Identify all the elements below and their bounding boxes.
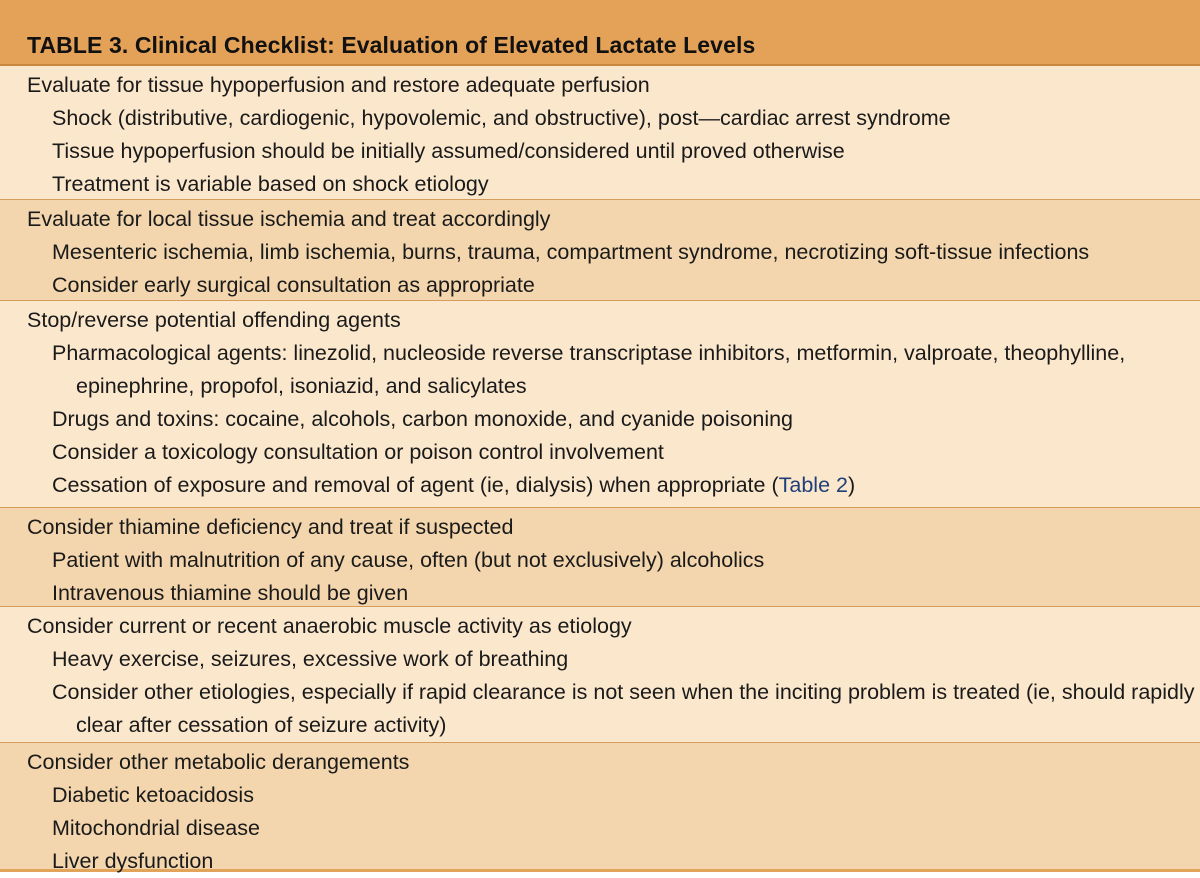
list-item [52, 469, 1200, 502]
list-item: Diabetic ketoacidosis [52, 783, 254, 807]
table-title: TABLE 3. Clinical Checklist: Evaluation of Elevated Lactate Levels [27, 32, 756, 58]
list-item: Pharmacological agents: linezolid, nucleoside reverse transcriptase inhibitors, metformin, valproate, theophylline, epinephrine, propofol, isoniazid, and salicylates [52, 341, 1126, 398]
list-item: Consider other etiologies, especially if rapid clearance is not seen when the inciting problem is treated (ie, should rapidly clear after cessation of seizure activity) [52, 680, 1195, 737]
section-heading: Evaluate for local tissue ischemia and treat accordingly [27, 207, 551, 231]
section-heading: Stop/reverse potential offending agents [27, 308, 401, 332]
section-heading: Consider other metabolic derangements [27, 750, 410, 774]
list-item: Consider a toxicology consultation or poison control involvement [52, 440, 664, 464]
list-item: Shock (distributive, cardiogenic, hypovolemic, and obstructive), post—cardiac arrest syndrome [52, 106, 951, 130]
section-heading: Evaluate for tissue hypoperfusion and restore adequate perfusion [27, 73, 650, 97]
list-item: Consider early surgical consultation as appropriate [52, 273, 535, 297]
list-item: Mesenteric ischemia, limb ischemia, burns, trauma, compartment syndrome, necrotizing soft-tissue infections [52, 240, 1090, 264]
list-item: Heavy exercise, seizures, excessive work of breathing [52, 647, 569, 671]
section-metabolic-derangements [0, 743, 1200, 873]
section-heading: Consider thiamine deficiency and treat if suspected [27, 515, 514, 539]
section-anaerobic-activity [0, 607, 1200, 743]
section-local-tissue-ischemia [0, 200, 1200, 301]
list-item: Treatment is variable based on shock etiology [52, 172, 489, 196]
list-item: Intravenous thiamine should be given [52, 581, 409, 605]
list-item: Drugs and toxins: cocaine, alcohols, carbon monoxide, and cyanide poisoning [52, 407, 794, 431]
table-header [0, 0, 1200, 66]
list-item: Mitochondrial disease [52, 816, 260, 840]
table-2-link[interactable]: Table 2 [778, 473, 848, 497]
list-item: Tissue hypoperfusion should be initially assumed/considered until proved otherwise [52, 139, 845, 163]
list-item: Patient with malnutrition of any cause, often (but not exclusively) alcoholics [52, 548, 765, 572]
list-item: Liver dysfunction [52, 849, 214, 873]
section-thiamine-deficiency [0, 508, 1200, 607]
section-offending-agents [0, 301, 1200, 508]
list-item-text: ) [847, 473, 856, 497]
section-tissue-hypoperfusion [0, 66, 1200, 200]
list-item-text: Cessation of exposure and removal of agent (ie, dialysis) when appropriate ( [52, 473, 779, 497]
section-heading: Consider current or recent anaerobic muscle activity as etiology [27, 614, 632, 638]
